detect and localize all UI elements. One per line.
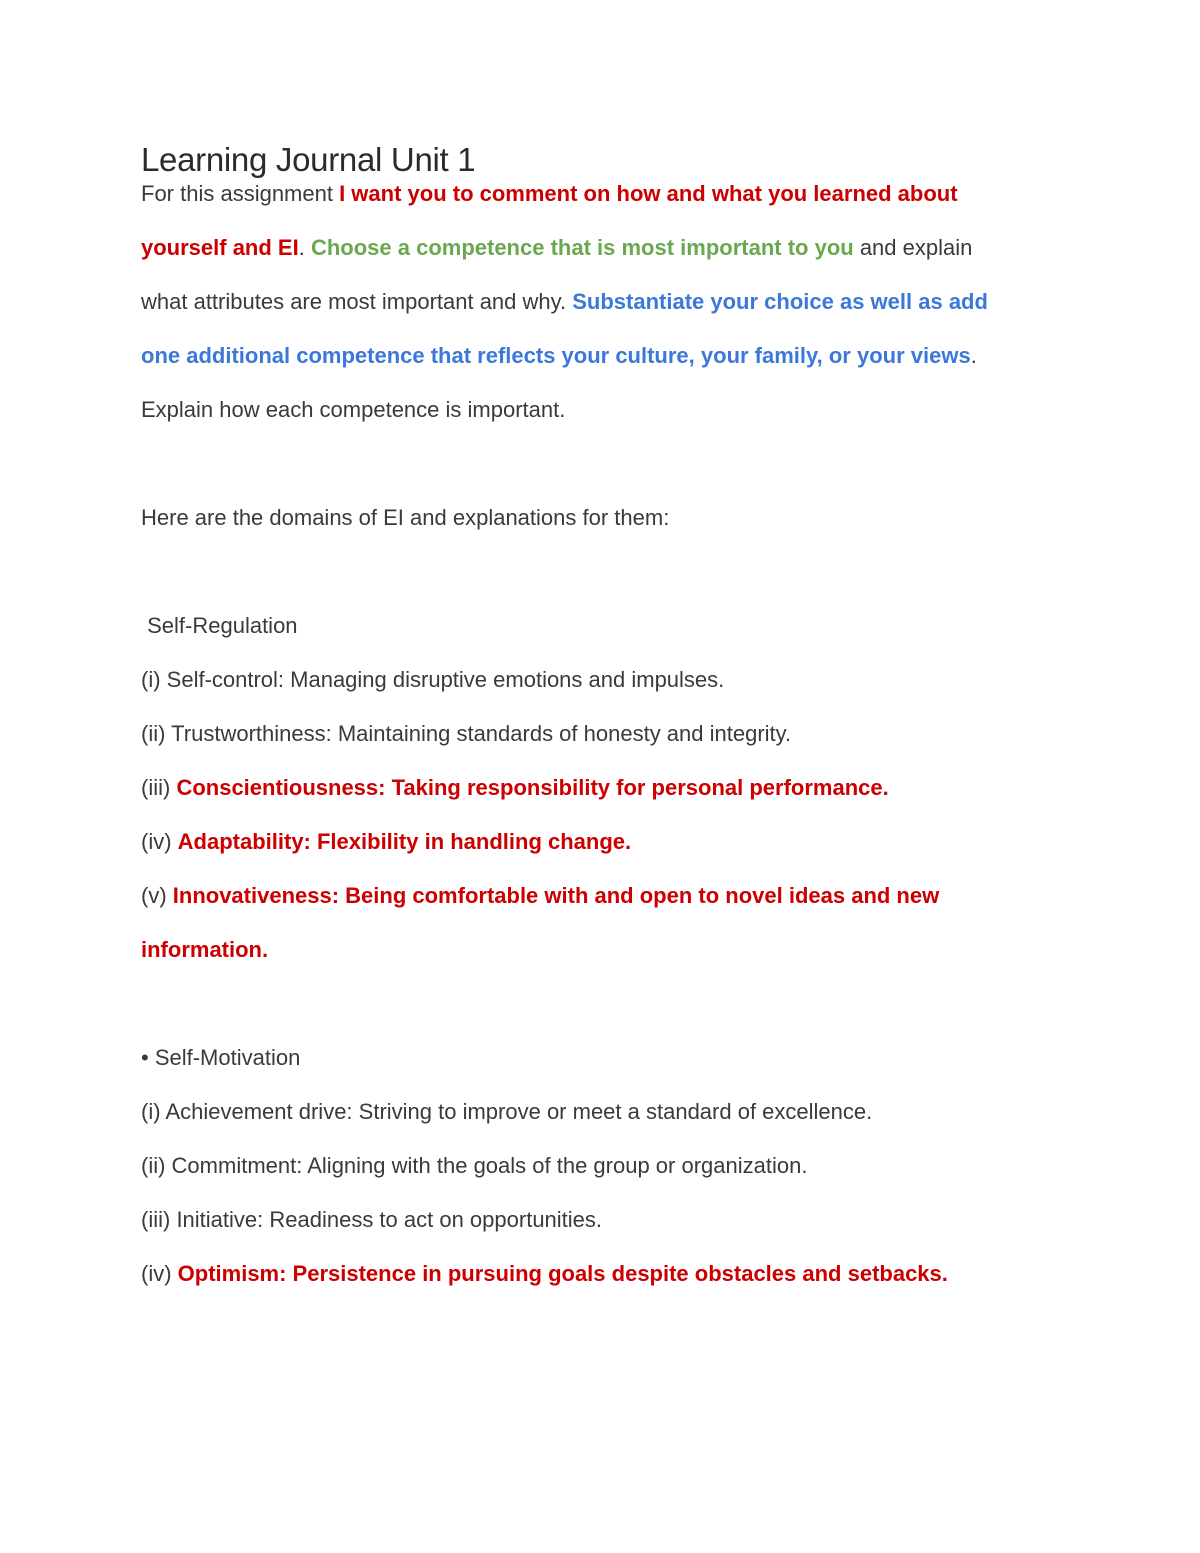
list-item-number: (i): [141, 1099, 166, 1124]
section-heading-self-regulation: [141, 599, 1081, 653]
spacer: [141, 545, 1081, 599]
list-item-text: Self-control: Managing disruptive emotions and impulses.: [166, 667, 725, 692]
list-item: [141, 1193, 1081, 1247]
intro-text: .: [298, 235, 311, 260]
list-item-number: (i): [141, 667, 167, 692]
list-item-number: (ii): [141, 721, 172, 746]
page-title: Learning Journal Unit 1: [141, 141, 476, 178]
intro-text: For this assignment: [141, 181, 340, 206]
intro-text: what attributes are most important and why.: [141, 289, 573, 314]
list-item-number: (iii): [141, 1207, 177, 1232]
highlight-blue: Substantiate your choice as well as add: [572, 289, 988, 314]
spacer: [141, 437, 1081, 491]
list-item-number: (v): [141, 883, 173, 908]
document-page: [141, 140, 1081, 1301]
highlight-red: yourself and EI: [141, 235, 299, 260]
highlight-red: I want you to comment on how and what you learned about: [339, 181, 958, 206]
intro-line-5: Explain how each competence is important.: [141, 397, 566, 422]
list-item: [141, 761, 1081, 815]
list-item-number: (iv): [141, 829, 178, 854]
spacer: [141, 977, 1081, 1031]
list-item: [141, 869, 1081, 923]
list-item-text: Achievement drive: Striving to improve or meet a standard of excellence.: [165, 1099, 873, 1124]
list-item-number: (ii): [141, 1153, 172, 1178]
list-item: [141, 707, 1081, 761]
list-item-number: (iv): [141, 1261, 178, 1286]
list-item: [141, 1139, 1081, 1193]
list-item: [141, 815, 1081, 869]
list-item: [141, 1085, 1081, 1139]
list-item-text-highlighted: Innovativeness: Being comfortable with and open to novel ideas and new: [172, 883, 940, 908]
highlight-green: Choose a competence that is most important to you: [310, 235, 854, 260]
list-item-text-highlighted: Optimism: Persistence in pursuing goals despite obstacles and setbacks.: [177, 1261, 948, 1286]
section-heading-self-motivation: • Self-Motivation: [141, 1045, 301, 1070]
list-item-text: Trustworthiness: Maintaining standards of honesty and integrity.: [171, 721, 792, 746]
list-item: [141, 653, 1081, 707]
list-item: [141, 1247, 1081, 1301]
intro-line-4: [141, 329, 1081, 383]
intro-line-1: [141, 167, 1081, 221]
list-item-text: Initiative: Readiness to act on opportunities.: [176, 1207, 603, 1232]
list-item-continuation: information.: [141, 937, 269, 962]
list-item-text: Commitment: Aligning with the goals of the group or organization.: [171, 1153, 808, 1178]
list-item-text-highlighted: Adaptability: Flexibility in handling change.: [177, 829, 632, 854]
list-item-text-highlighted: Conscientiousness: Taking responsibility for personal performance.: [176, 775, 889, 800]
intro-line-3: [141, 275, 1081, 329]
section-heading-text: Self-Regulation: [141, 613, 298, 638]
highlight-blue: one additional competence that reflects your culture, your family, or your views: [141, 343, 971, 368]
intro-text: and explain: [853, 235, 973, 260]
domains-intro: Here are the domains of EI and explanations for them:: [141, 505, 670, 530]
intro-text: .: [970, 343, 977, 368]
list-item-number: (iii): [141, 775, 177, 800]
intro-line-2: [141, 221, 1081, 275]
